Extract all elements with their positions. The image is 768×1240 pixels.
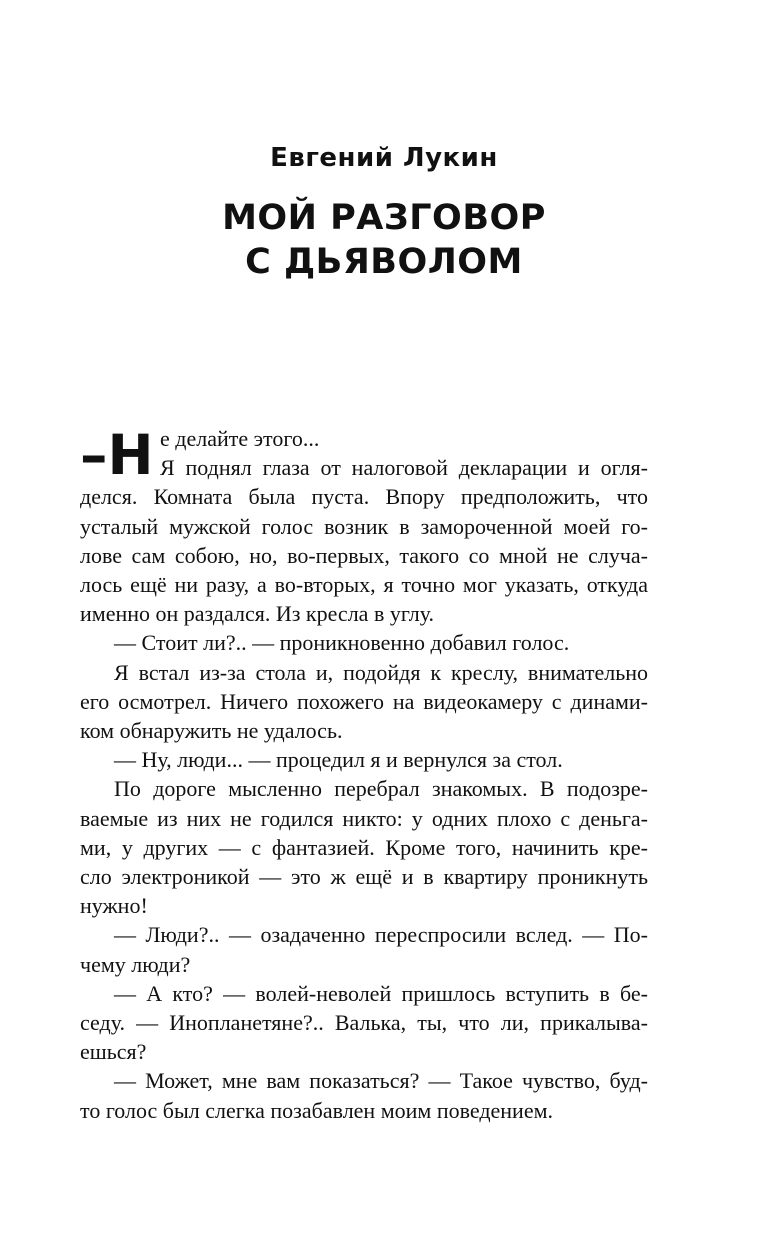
text-line: — Может, мне вам показаться? — Такое чувство, буд- bbox=[114, 1068, 648, 1094]
text-line: ми, у других — с фантазией. Кроме того, начинить кре- bbox=[80, 834, 648, 860]
text-line: делся. Комната была пуста. Впору предположить, что bbox=[80, 484, 648, 510]
text-line: По дороге мысленно перебрал знакомых. В подозре- bbox=[114, 776, 648, 802]
text-line: Я встал из-за стола и, подойдя к креслу, внимательно bbox=[114, 659, 648, 685]
text-line: ваемые из них не годился никто: у одних плохо с деньга- bbox=[80, 805, 648, 831]
text-line: седу. — Инопланетяне?.. Валька, ты, что ли, прикалыва- bbox=[80, 1010, 648, 1036]
text-line: ком обнаружить не удалось. bbox=[80, 718, 343, 744]
text-line: — Люди?.. — озадаченно переспросили вслед. — По- bbox=[114, 922, 648, 948]
text-line: нужно! bbox=[80, 893, 148, 919]
text-line: именно он раздался. Из кресла в углу. bbox=[80, 601, 435, 627]
opening-paragraph bbox=[80, 424, 648, 628]
title-line-2: С ДЬЯВОЛОМ bbox=[245, 242, 523, 282]
text-line: — А кто? — волей-неволей пришлось вступить в бе- bbox=[114, 980, 648, 1006]
text-line: лось ещё ни разу, а во-вторых, я точно мог указать, откуда bbox=[80, 572, 648, 598]
text-line: сло электроникой — это ж ещё и в квартиру проникнуть bbox=[80, 864, 648, 890]
text-line: чему люди? bbox=[80, 951, 191, 977]
text-line: усталый мужской голос возник в замороченной моей го- bbox=[80, 513, 648, 539]
text-line: — Стоит ли?.. — проникновенно добавил голос. bbox=[114, 630, 570, 656]
text-line: ешься? bbox=[80, 1039, 147, 1065]
story-text bbox=[80, 424, 648, 1125]
text-line: е делайте этого... bbox=[160, 426, 320, 451]
drop-cap: –Н bbox=[80, 423, 154, 487]
text-line: то голос был слегка позабавлен моим поведением. bbox=[80, 1097, 554, 1123]
story-title bbox=[0, 196, 768, 284]
title-line-1: МОЙ РАЗГОВОР bbox=[222, 198, 546, 238]
text-line: его осмотрел. Ничего похожего на видеокамеру с динами- bbox=[80, 688, 648, 714]
text-line: лове сам собою, но, во-первых, такого со мной не случа- bbox=[80, 542, 648, 568]
author-name: Евгений Лукин bbox=[270, 143, 498, 173]
text-line: Я поднял глаза от налоговой декларации и огля- bbox=[160, 455, 648, 481]
text-line: — Ну, люди... — процедил я и вернулся за стол. bbox=[114, 747, 563, 773]
